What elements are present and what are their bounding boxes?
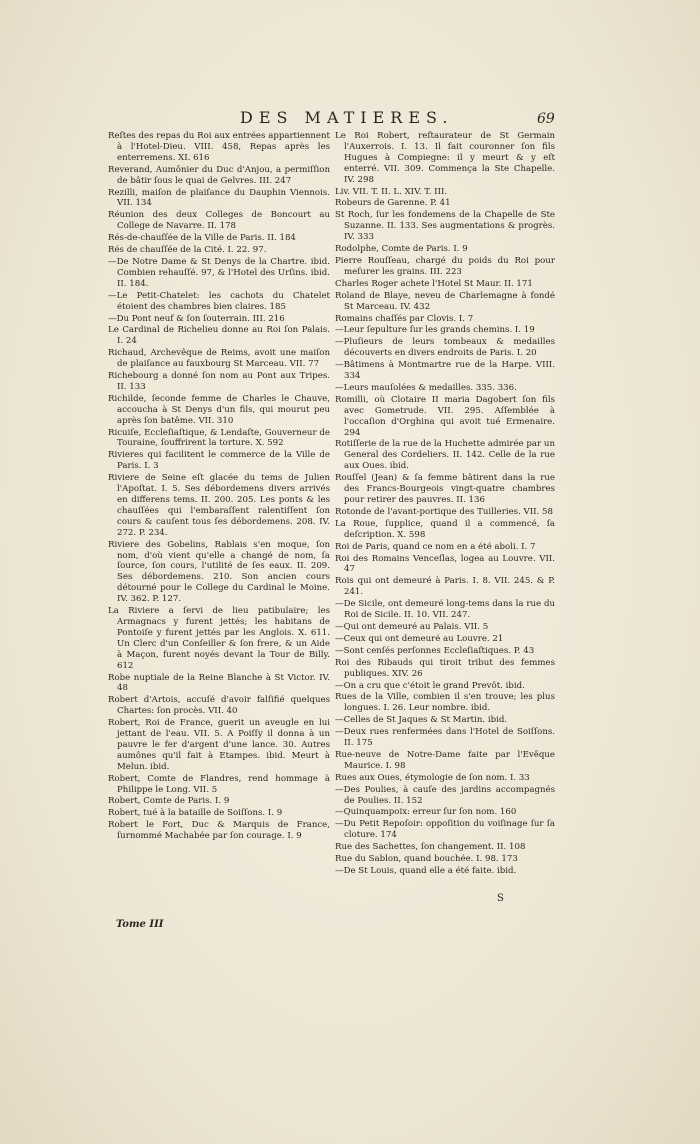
index-entry: Rois qui ont demeuré à Paris. I. 8. VII. 245. & P. 241.	[335, 576, 555, 598]
page-number: 69	[537, 111, 555, 127]
index-entry: Liv. VII. T. II. L. XIV. T. III.	[335, 186, 448, 197]
index-entry: —De Notre Dame & St Denys de la Chartre. ibid. Combien rehauſſé. 97, & l'Hotel des Urſins. ibid. II. 184.	[108, 256, 330, 289]
index-entry: —Deux rues renfermées dans l'Hotel de Soiſſons. II. 175	[335, 727, 555, 749]
index-entry: Rodolphe, Comte de Paris. I. 9	[335, 244, 468, 255]
index-entry: Robert, Comte de Paris. I. 9	[108, 796, 230, 807]
index-entry: Riviere des Gobelins, Rablais s'en moque, ſon nom, d'où vient qu'elle a changé de nom, ſa ſource, ſon cours, l'utilité de ſes eaux. II. 209. Ses débordemens. 210. Son ancien cours détourné pour le College du Cardinal le Moine. IV. 362. P. 127.	[108, 539, 330, 605]
index-entry: —Quinquampoix: erreur ſur ſon nom. 160	[335, 807, 517, 818]
volume-label: Tome III	[116, 919, 164, 930]
index-entry: Roi de Paris, quand ce nom en a été aboli. I. 7	[335, 541, 536, 552]
index-entry: Rés-de-chauſſée de la Ville de Paris. II. 184	[108, 233, 296, 244]
index-entry: —Leurs mauſolées & medailles. 335. 336.	[335, 382, 517, 393]
index-entry: Réunion des deux Colleges de Boncourt au College de Navarre. II. 178	[108, 210, 330, 232]
index-entry: Rue-neuve de Notre-Dame faite par l'Evêque Maurice. I. 98	[335, 749, 555, 771]
index-entry: Rouſſel (Jean) & ſa femme bâtirent dans la rue des Francs-Bourgeois vingt-quatre chambres pour retirer des pauvres. II. 136	[335, 473, 555, 505]
index-entry: —De St Louis, quand elle a été faite. ibid.	[335, 866, 517, 876]
signature-mark: S	[497, 893, 504, 904]
index-entry: Richaud, Archevêque de Reims, avoit une maiſon de plaiſance au fauxbourg St Marceau. VII. 77	[108, 348, 330, 370]
index-entry: Rezilli, maiſon de plaiſance du Dauphin Viennois. VII. 134	[108, 187, 330, 209]
index-entry: Pierre Rouſſeau, chargé du poids du Roi pour meſurer les grains. III. 223	[335, 255, 555, 277]
index-entry: Ricuiſe, Eccleſiaſtique, & Lendaſte, Gouverneur de Touraine, ſouffrirent la torture. X. 592	[108, 427, 330, 449]
index-entry: Rues de la Ville, combien il s'en trouve; les plus longues. I. 26. Leur nombre. ibid.	[335, 692, 555, 714]
index-entry: Rues aux Oues, étymologie de ſon nom. I. 33	[335, 772, 530, 783]
left-column	[108, 131, 330, 843]
index-entry: Robeurs de Garenne. P. 41	[335, 198, 451, 209]
index-entry: Reſtes des repas du Roi aux entrées appartiennent à l'Hotel-Dieu. VIII. 458, Repas après les enterremens. XI. 616	[108, 131, 330, 163]
running-header: DES MATIERES.	[240, 108, 454, 127]
index-entry: Romilli, où Clotaire II maria Dagobert ſon fils avec Gometrude. VII. 295. Aſſemblée à l'occaſion d'Orghina qui avoit tué Ermenaire. 294	[335, 394, 555, 438]
index-entry: Roland de Blaye, neveu de Charlemagne à fondé St Marceau. IV. 432	[335, 290, 555, 312]
index-entry: Rotonde de l'avant-portique des Tuilleries. VII. 58	[335, 506, 553, 517]
right-column	[335, 131, 555, 878]
index-entry: La Roue, ſupplice, quand il a commencé, ſa deſcription. X. 598	[335, 518, 555, 540]
index-entry: Rue des Sachettes, ſon changement. II. 108	[335, 842, 526, 853]
index-entry: —Celles de St Jaques & St Martin. ibid.	[335, 715, 508, 726]
index-entry: Robert, tué à la bataille de Soiſſons. I. 9	[108, 808, 283, 819]
index-entry: Roi des Romains Venceſlas, logea au Louvre. VII. 47	[335, 553, 555, 575]
index-entry: Richebourg a donné ſon nom au Pont aux Tripes. II. 133	[108, 371, 330, 392]
index-entry: Le Cardinal de Richelieu donne au Roi ſon Palais. I. 24	[108, 325, 330, 347]
index-entry: Robert, Roi de France, guerit un aveugle en lui jettant de l'eau. VII. 5. A Poiſſy il donna à un pauvre le fer d'argent d'une lance. 30. Autres aumônes qu'il fait à Etampes. ibid. Meurt à Melun. ibid.	[108, 718, 330, 772]
index-entry: St Roch, ſur les fondemens de la Chapelle de Ste Suzanne. II. 133. Ses augmentations & progrès. IV. 333	[335, 210, 555, 243]
index-entry: —Le Petit-Chatelet: les cachots du Chatelet étoient des chambres bien claires. 185	[108, 290, 330, 312]
index-entry: —Du Petit Repoſoir: oppoſition du voiſinage ſur ſa cloture. 174	[335, 819, 555, 841]
index-entry: Rivieres qui facilitent le commerce de la Ville de Paris. I. 3	[108, 450, 330, 472]
index-entry: Rés de chauſſée de la Cité. I. 22. 97.	[108, 245, 267, 256]
index-entry: Le Roi Robert, reſtaurateur de St Germain l'Auxerrois. I. 13. Il fait couronner ſon fils Hugues à Compiegne: il y meurt & y eſt enterré. VII. 309. Commença la Ste Chapelle. IV. 298	[335, 131, 555, 185]
index-entry: Robert, Comte de Flandres, rend hommage à Philippe le Long. VII. 5	[108, 773, 330, 795]
index-entry: —On a cru que c'étoit le grand Prevôt. ibid.	[335, 680, 525, 691]
index-entry: —De Sicile, ont demeuré long-tems dans la rue du Roi de Sicile. II. 10. VII. 247.	[335, 599, 555, 621]
index-entry: —Des Poulies, à cauſe des jardins accompagnés de Poulies. II. 152	[335, 784, 555, 806]
index-entry: Richilde, ſeconde femme de Charles le Chauve, accoucha à St Denys d'un fils, qui mourut peu après ſon batême. VII. 310	[108, 393, 330, 426]
index-entry: Robert d'Artois, accuſé d'avoir falſifié quelques Chartes: ſon procès. VII. 40	[108, 695, 330, 717]
index-entry: Rotiſſerie de la rue de la Huchette admirée par un General des Cordeliers. II. 142. Celle de la rue aux Oues. ibid.	[335, 439, 555, 472]
index-entry: —Bâtimens à Montmartre rue de la Harpe. VIII. 334	[335, 360, 555, 382]
index-entry: Rue du Sablon, quand bouchée. I. 98. 173	[335, 854, 518, 865]
index-entry: Robert le Fort, Duc & Marquis de France, ſurnommé Machabée par ſon courage. I. 9	[108, 820, 330, 842]
index-entry: —Pluſieurs de leurs tombeaux & medailles découverts en divers endroits de Paris. I. 20	[335, 337, 555, 359]
index-entry: La Riviere a ſervi de lieu patibulaire; les Armagnacs y furent jettés; les habitans de Pontoiſe y furent jettés par les Anglois. X. 611. Un Clerc d'un Conſeiller & ſon frere, & un Aide à Maçon, furent noyés devant la Tour de Billy. 612	[108, 606, 330, 671]
index-entry: Roi des Ribauds qui tiroit tribut des femmes publiques. XIV. 26	[335, 657, 555, 679]
index-entry: Robe nuptiale de la Reine Blanche à St Victor. IV. 48	[108, 672, 330, 694]
index-entry: —Sont cenſés perſonnes Eccleſiaſtiques. P. 43	[335, 645, 535, 656]
index-entry: Charles Roger achete l'Hotel St Maur. II. 171	[335, 278, 533, 289]
index-entry: —Du Pont neuf & ſon ſouterrain. III. 216	[108, 313, 285, 324]
index-entry: Reverand, Aumônier du Duc d'Anjou, a permiſſion de bâtir ſous le quai de Gelvres. III. 247	[108, 164, 330, 186]
index-entry: —Qui ont demeuré au Palais. VII. 5	[335, 621, 489, 632]
index-entry: Romains chaſſés par Clovis. I. 7	[335, 313, 474, 324]
index-entry: —Leur ſepulture ſur les grands chemins. I. 19	[335, 325, 535, 336]
index-entry: Riviere de Seine eſt glacée du tems de Julien l'Apoſtat. I. 5. Ses débordemens divers arrivés en differens tems. II. 200. 205. Les ponts & les chauſſées qui l'embaraſſent ralentiſſent ſon cours & cauſent tous ſes débordemens. 208. IV. 272. P. 234.	[108, 473, 330, 538]
index-entry: —Ceux qui ont demeuré au Louvre. 21	[335, 633, 504, 644]
